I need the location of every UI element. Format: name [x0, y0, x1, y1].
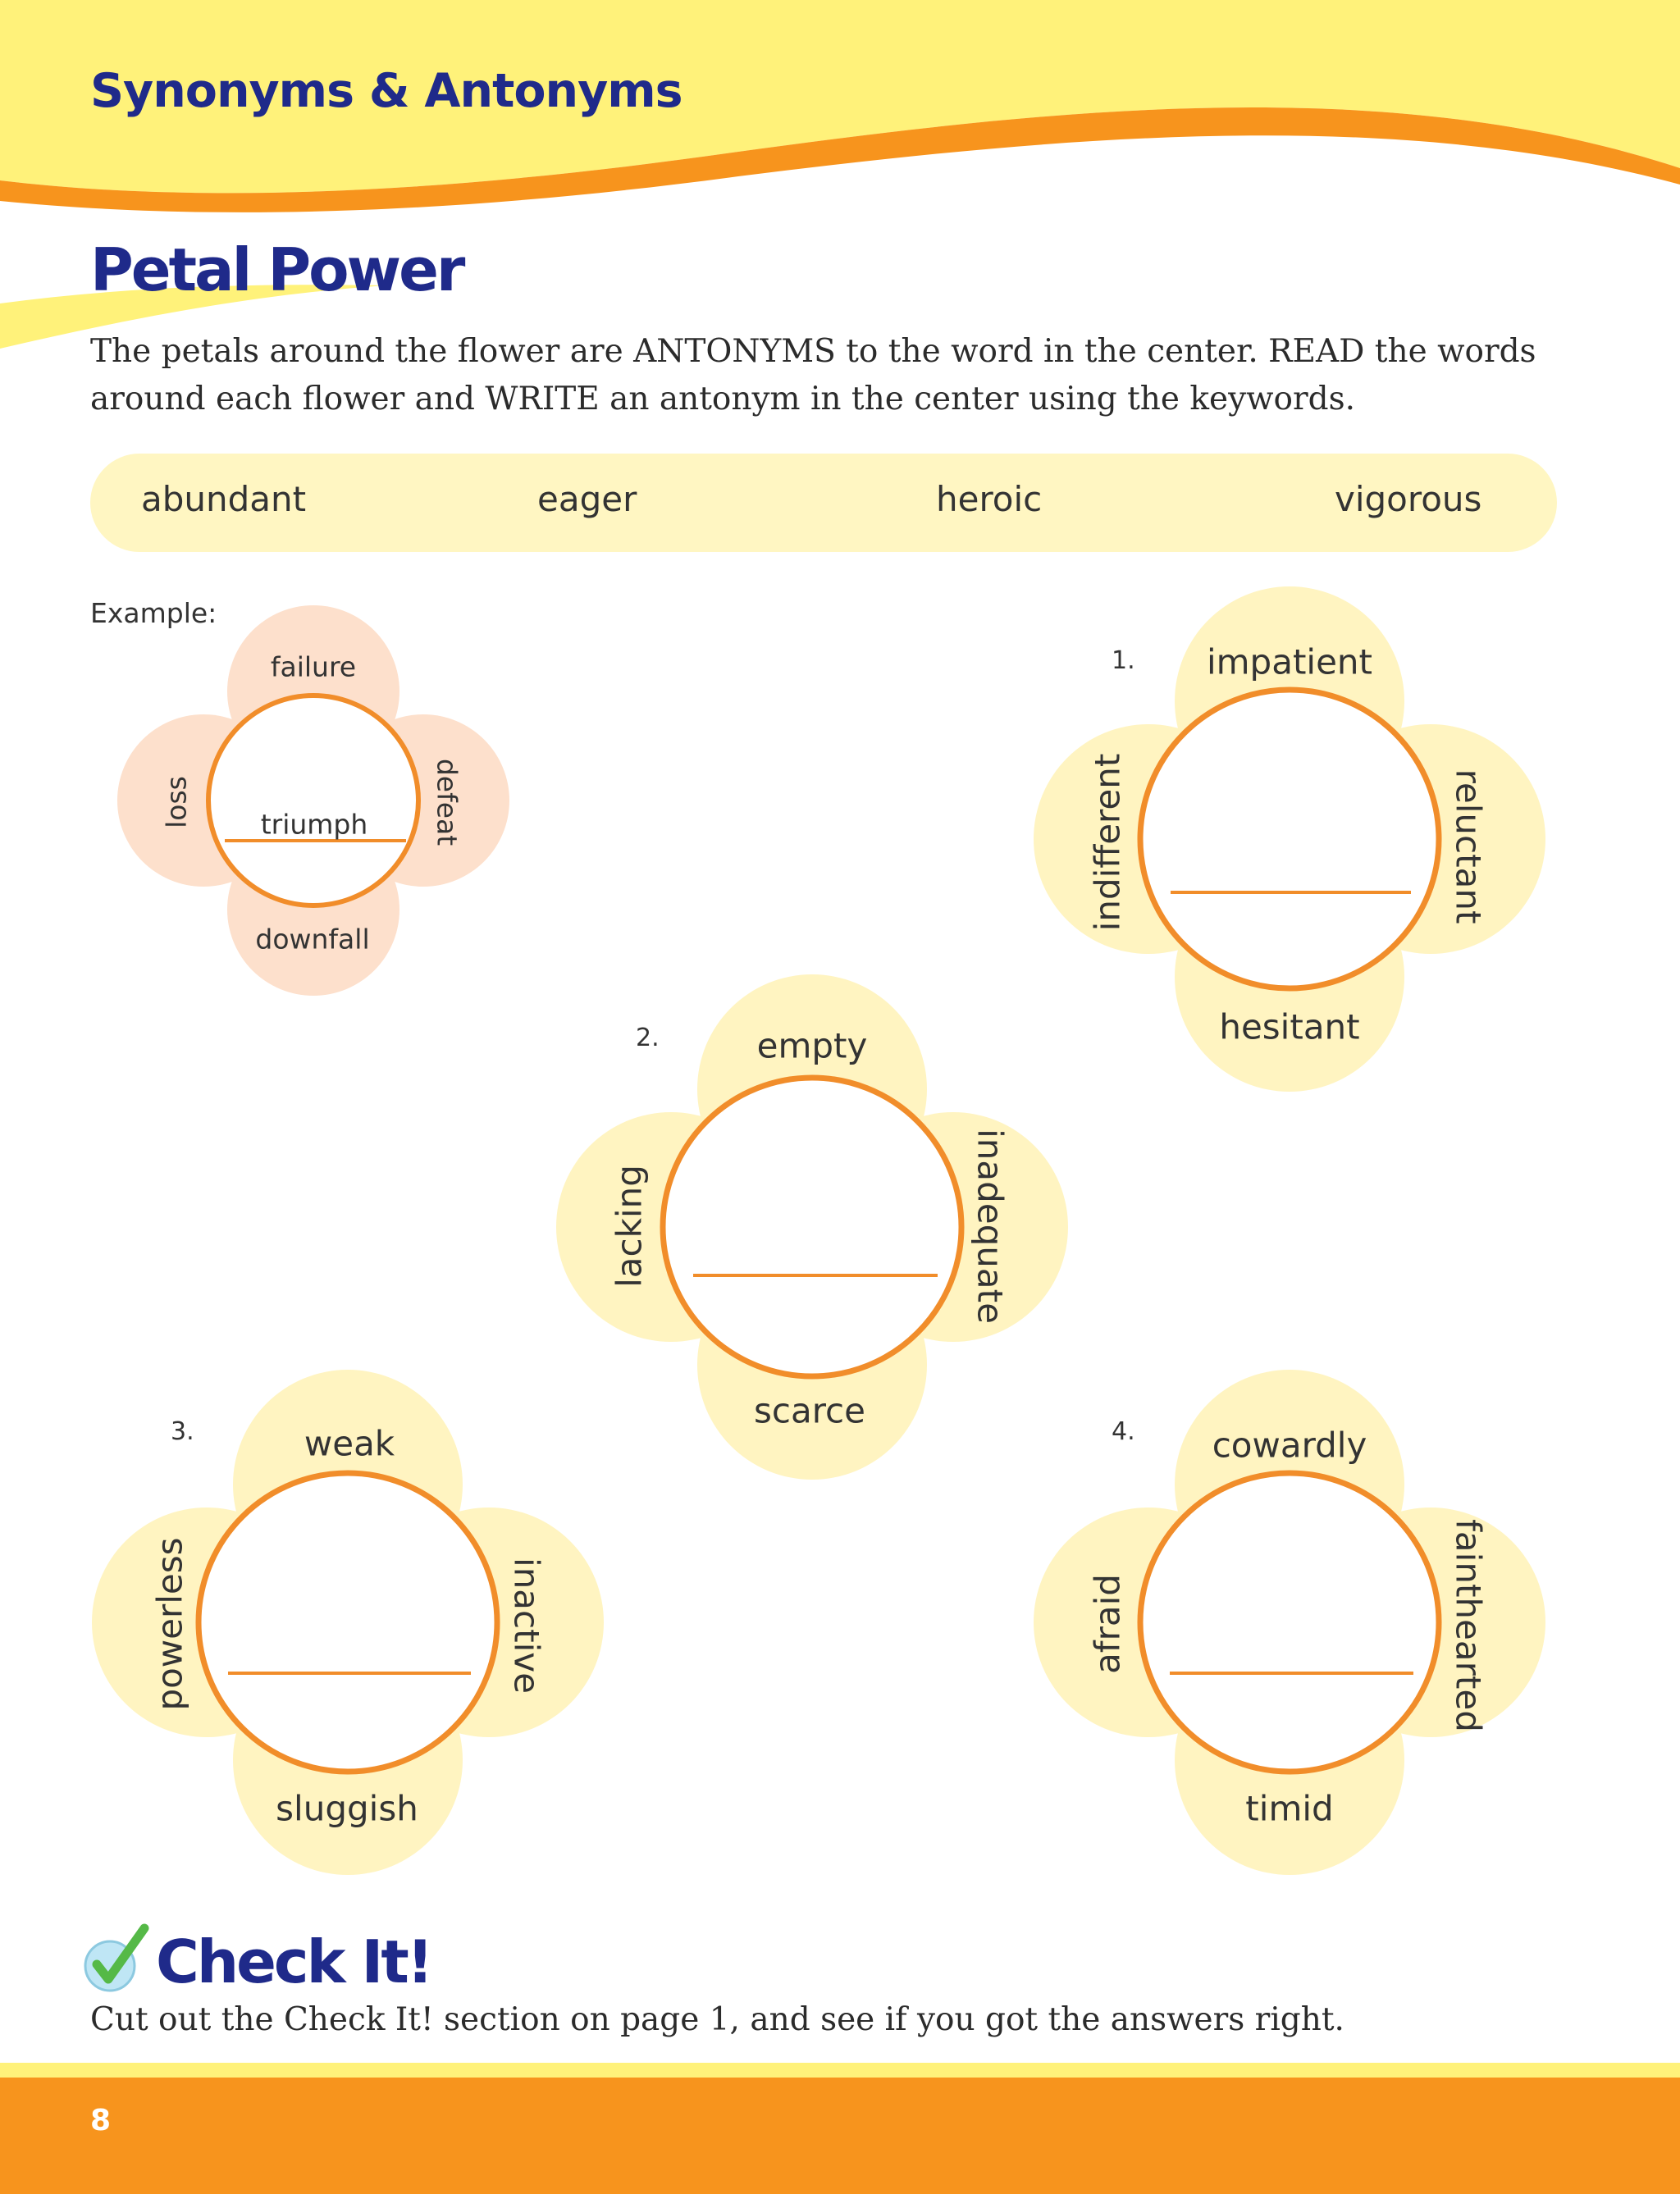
- flower-1-petal-right: reluctant: [1448, 769, 1489, 924]
- flower-4-petal-right: fainthearted: [1448, 1519, 1489, 1732]
- section-title: Synonyms & Antonyms: [90, 64, 682, 118]
- flower-2-petal-right: inadequate: [970, 1129, 1011, 1324]
- flower-2-petal-bottom: scarce: [754, 1390, 865, 1431]
- flower-3-number: 3.: [171, 1417, 194, 1446]
- flower-2-number: 2.: [636, 1024, 660, 1052]
- keyword-heroic: heroic: [936, 479, 1043, 519]
- example-petal-right: defeat: [431, 758, 463, 846]
- page-title: Petal Power: [90, 235, 463, 304]
- flower-2-petal-top: empty: [756, 1025, 868, 1066]
- flower-4-petal-bottom: timid: [1245, 1788, 1334, 1829]
- flower-1-petal-bottom: hesitant: [1219, 1006, 1360, 1047]
- check-it-text: Cut out the Check It! section on page 1, and see if you got the answers right.: [90, 2001, 1344, 2038]
- flower-1-petal-left: indifferent: [1087, 753, 1128, 932]
- flower-3-petal-right: inactive: [506, 1558, 547, 1694]
- check-icon: [80, 1923, 154, 1997]
- example-petal-left: loss: [160, 776, 193, 828]
- flower-3-petal-top: weak: [304, 1423, 395, 1464]
- example-answer: triumph: [260, 808, 368, 841]
- check-it-title: Check It!: [156, 1927, 431, 1996]
- flower-1-number: 1.: [1112, 646, 1135, 675]
- keyword-eager: eager: [537, 479, 637, 519]
- keyword-vigorous: vigorous: [1335, 479, 1482, 519]
- flower-3-petal-bottom: sluggish: [276, 1788, 418, 1829]
- footer-band: [0, 2063, 1680, 2194]
- example-petal-bottom: downfall: [255, 923, 370, 956]
- flower-1-petal-top: impatient: [1206, 641, 1373, 682]
- footer-stripe: [0, 2063, 1680, 2078]
- page-number: 8: [90, 2104, 112, 2137]
- example-petal-top: failure: [270, 650, 357, 683]
- flower-2-petal-left: lacking: [609, 1165, 650, 1288]
- flower-4-petal-top: cowardly: [1212, 1425, 1367, 1466]
- keyword-abundant: abundant: [141, 479, 307, 519]
- flower-4-number: 4.: [1112, 1417, 1135, 1446]
- flower-3-petal-left: powerless: [149, 1537, 190, 1711]
- flower-4-petal-left: afraid: [1087, 1574, 1128, 1674]
- instructions-text: The petals around the flower are ANTONYMS to the word in the center. READ the words around each flower and WRITE an antonym in the center using the keywords.: [90, 333, 1536, 417]
- example-label: Example:: [90, 597, 217, 629]
